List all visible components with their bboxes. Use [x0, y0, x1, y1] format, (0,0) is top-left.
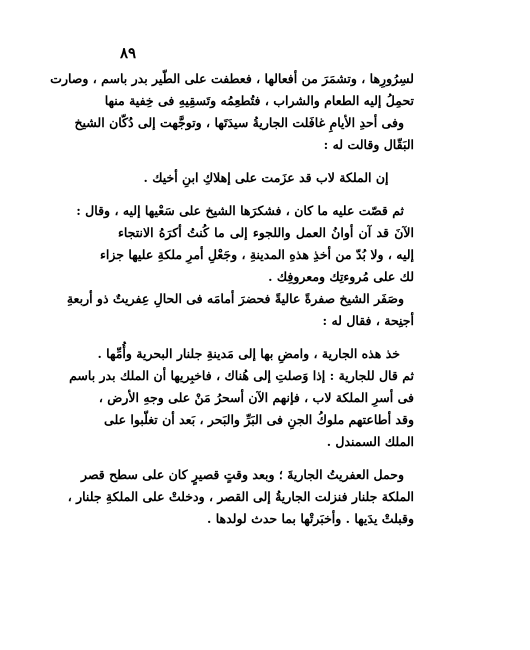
text-line: وقبلتْ يدَيها . وأخبَرتْها بما حدث لولدها .: [206, 511, 414, 526]
text-line: لك على مُروءتِك ومعروفِك .: [268, 269, 414, 284]
text-line: ثم قال للجارية : إذا وَصلتِ إلى هُناك ، فاخبِريها أن الملك بدر باسم: [69, 368, 414, 383]
text-line: لسِرُورِها ، وتشمَرَ من أفعالها ، فعطفت على الطّير بدر باسم ، وصارت: [50, 71, 414, 86]
page-body-text: [50, 68, 414, 530]
text-line: خذ هذه الجارية ، وامضِ بها إلى مَدينةِ جلنار البحرية وأُمِّها .: [97, 346, 400, 361]
text-line: إليه ، ولا بُدّ من أخذِ هذهِ المدينةِ ، وجَعْلِ أمرِ ملكةِ عليها جزاء: [100, 247, 414, 262]
text-line: أجنِحة ، فقال له :: [322, 313, 414, 328]
text-line: وقد أطاعتهم ملوكُ الجنِ فى البَرِّ والبَحر ، بَعد أن تغلّبوا على: [104, 412, 414, 427]
text-line: وفى أحدِ الأيامِ غافَلت الجاريةُ سيدَتَها ، وتوجَّهت إلى دُكّان الشيخ: [74, 115, 404, 130]
text-line: البَقّال وقالت له :: [323, 137, 414, 152]
text-line: الملكة جلنار فنزلت الجاريةُ إلى القصر ، ودخلتْ على الملكةِ جلنار ،: [67, 489, 414, 504]
text-line: الآنَ قد آن أوانُ العمل واللجوء إلى ما كُنتُ أكرَهُ الانتجاء: [118, 225, 414, 240]
page-number: ٨٩: [120, 44, 137, 62]
text-line: ثم قصّت عليه ما كان ، فشكرَها الشيخ على سَعْيها إليه ، وقال :: [76, 203, 404, 218]
text-line: إن الملكة لاب قد عزَمت على إهلاكِ ابنِ أخيك .: [143, 170, 389, 185]
text-line: وحمل العفريتُ الجاريةَ ؛ وبعد وقتٍ قصيرٍ كان على سطح قصر: [81, 467, 404, 482]
text-line: الملك السمندل .: [326, 434, 414, 449]
text-line: وصَفَر الشيخ صفرةً عاليةً فحضرَ أمامَه فى الحالِ عِفريتٌ ذو أربعةِ: [66, 291, 404, 306]
text-line: فى أسرِ الملكة لاب ، فإنهم الآن أسحرُ مَنْ على وجهِ الأرض ،: [98, 390, 414, 405]
text-line: تحمِلُ إليه الطعام والشراب ، فتُطعِمُه وتَسقِيهِ فى خِفية منها: [104, 93, 414, 108]
